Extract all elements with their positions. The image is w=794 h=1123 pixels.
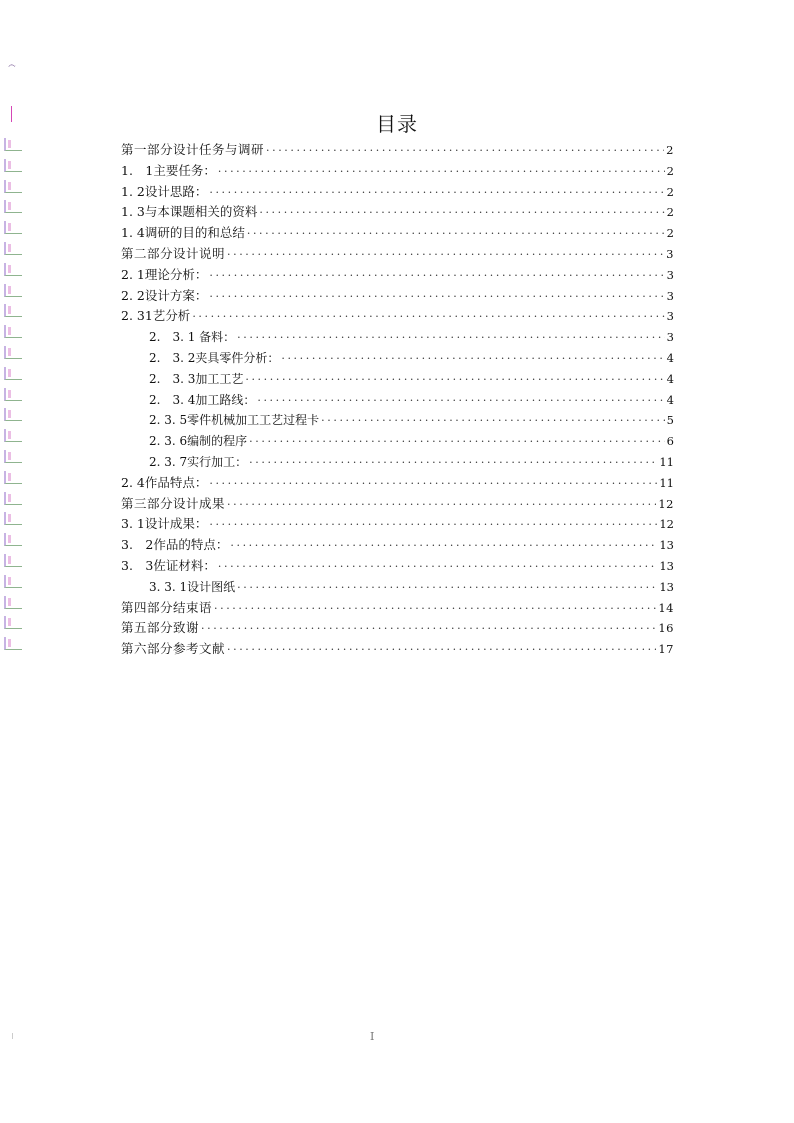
toc-entry-text: 1. 1主要任务： bbox=[121, 162, 216, 178]
toc-entry-page: 12 bbox=[659, 517, 674, 532]
toc-entry-page: 3 bbox=[666, 330, 674, 345]
toc-entry-text: 2. 31艺分析 bbox=[121, 308, 191, 324]
toc-entry-text: 2. 3. 7实行加工： bbox=[149, 454, 248, 469]
gutter-mark-icon bbox=[4, 200, 22, 213]
toc-entry-text: 2. 4作品特点： bbox=[121, 474, 208, 490]
gutter-mark-icon bbox=[4, 346, 22, 359]
toc-entry-text: 3. 1设计成果： bbox=[121, 516, 208, 532]
toc-leader-dots bbox=[209, 266, 664, 287]
gutter-mark-icon bbox=[4, 221, 22, 234]
toc-entry-text: 第六部分参考文献 bbox=[121, 641, 226, 657]
toc-leader-dots bbox=[247, 224, 665, 245]
toc-entry[interactable] bbox=[121, 140, 674, 161]
toc-entry-page: 3 bbox=[666, 309, 674, 324]
toc-entry-page: 11 bbox=[659, 475, 674, 490]
gutter-mark-icon bbox=[4, 325, 22, 338]
toc-entry-text: 3. 3佐证材料： bbox=[121, 557, 216, 573]
toc-entry[interactable] bbox=[121, 244, 674, 265]
toc-entry[interactable] bbox=[121, 577, 674, 598]
gutter-mark-icon bbox=[4, 263, 22, 276]
footer-page-number: I bbox=[370, 1030, 375, 1043]
gutter-mark-icon bbox=[4, 367, 22, 380]
toc-entry[interactable] bbox=[121, 618, 674, 639]
toc-leader-dots bbox=[218, 557, 657, 578]
corner-mark-icon: ෴ bbox=[8, 60, 16, 69]
gutter-mark-icon bbox=[4, 596, 22, 609]
toc-entry[interactable] bbox=[121, 265, 674, 286]
toc-leader-dots bbox=[245, 370, 664, 391]
toc-entry-page: 3 bbox=[666, 267, 674, 282]
toc-entry[interactable] bbox=[121, 327, 674, 348]
toc-leader-dots bbox=[227, 640, 656, 661]
toc-entry-text: 第三部分设计成果 bbox=[121, 495, 226, 511]
gutter-mark-icon bbox=[4, 512, 22, 525]
toc-entry-page: 12 bbox=[658, 496, 674, 511]
toc-entry[interactable] bbox=[121, 223, 674, 244]
toc-entry-text: 2. 3. 3加工工艺 bbox=[149, 371, 244, 386]
toc-entry-page: 11 bbox=[659, 454, 674, 469]
toc-leader-dots bbox=[321, 411, 665, 432]
toc-entry-page: 2 bbox=[666, 184, 674, 199]
gutter-mark-icon bbox=[4, 471, 22, 484]
toc-leader-dots bbox=[249, 432, 665, 453]
toc-entry-page: 6 bbox=[666, 434, 674, 449]
toc-entry[interactable] bbox=[121, 473, 674, 494]
toc-entry-text: 3. 3. 1设计图纸 bbox=[149, 579, 236, 594]
toc-entry-page: 4 bbox=[666, 392, 674, 407]
toc-entry-text: 2. 2设计方案： bbox=[121, 287, 208, 303]
gutter-mark-icon bbox=[4, 284, 22, 297]
toc-leader-dots bbox=[227, 245, 664, 266]
toc-leader-dots bbox=[237, 328, 665, 349]
gutter-mark-icon bbox=[4, 408, 22, 421]
toc-leader-dots bbox=[230, 536, 657, 557]
toc-entry-page: 5 bbox=[666, 413, 674, 428]
toc-entry[interactable] bbox=[121, 369, 674, 390]
toc-entry[interactable] bbox=[121, 410, 674, 431]
toc-entry[interactable] bbox=[121, 556, 674, 577]
gutter-mark-icon bbox=[4, 429, 22, 442]
toc-entry[interactable] bbox=[121, 286, 674, 307]
toc-leader-dots bbox=[209, 474, 657, 495]
gutter-mark-icon bbox=[4, 637, 22, 650]
toc-entry[interactable] bbox=[121, 161, 674, 182]
toc-entry-page: 2 bbox=[666, 205, 674, 220]
toc-leader-dots bbox=[218, 162, 665, 183]
toc-entry-page: 3 bbox=[666, 246, 674, 261]
toc-entry-page: 13 bbox=[659, 538, 674, 553]
gutter-mark-icon bbox=[4, 616, 22, 629]
toc-leader-dots bbox=[257, 391, 664, 412]
gutter-mark-icon bbox=[4, 180, 22, 193]
toc-leader-dots bbox=[249, 453, 657, 474]
toc-entry-page: 16 bbox=[658, 621, 674, 636]
toc-leader-dots bbox=[209, 183, 664, 204]
toc-entry[interactable] bbox=[121, 306, 674, 327]
toc-entry-text: 第五部分致谢 bbox=[121, 620, 200, 636]
toc-entry-text: 第二部分设计说明 bbox=[121, 245, 226, 261]
toc-entry[interactable] bbox=[121, 182, 674, 203]
toc-entry-text: 1. 2设计思路： bbox=[121, 183, 208, 199]
toc-entry-page: 2 bbox=[666, 143, 674, 157]
toc-entry-page: 4 bbox=[666, 371, 674, 386]
toc-entry-text: 1. 4调研的目的和总结 bbox=[121, 225, 245, 241]
toc-entry-page: 2 bbox=[666, 226, 674, 241]
toc-entry-page: 2 bbox=[666, 163, 674, 178]
toc-leader-dots bbox=[201, 619, 656, 640]
toc-entry-page: 4 bbox=[666, 350, 674, 365]
toc-leader-dots bbox=[214, 599, 656, 620]
toc-entry[interactable] bbox=[121, 431, 674, 452]
toc-entry-page: 13 bbox=[659, 558, 674, 573]
toc-entry[interactable] bbox=[121, 452, 674, 473]
gutter-mark-icon bbox=[4, 242, 22, 255]
toc-title: 目录 bbox=[376, 112, 418, 136]
gutter-mark-icon bbox=[4, 492, 22, 505]
toc-leader-dots bbox=[237, 578, 657, 599]
toc-leader-dots bbox=[227, 495, 656, 516]
gutter-mark-icon bbox=[4, 138, 22, 151]
footer-tick bbox=[12, 1033, 13, 1039]
toc-leader-dots bbox=[281, 349, 664, 370]
gutter-mark-icon bbox=[4, 533, 22, 546]
gutter-mark-icon bbox=[4, 575, 22, 588]
gutter-mark-icon bbox=[4, 450, 22, 463]
toc-entry-page: 3 bbox=[666, 288, 674, 303]
toc-entry[interactable] bbox=[121, 202, 674, 223]
toc-entry-text: 2. 3. 1 备料： bbox=[149, 330, 236, 345]
toc-entry[interactable] bbox=[121, 639, 674, 660]
gutter-mark-icon bbox=[4, 304, 22, 317]
gutter-mark-icon bbox=[4, 554, 22, 567]
toc-entry-page: 13 bbox=[659, 579, 674, 594]
toc-entry-page: 14 bbox=[658, 600, 674, 615]
toc-entry-text: 2. 3. 4加工路线： bbox=[149, 392, 256, 407]
toc-leader-dots bbox=[192, 307, 664, 328]
toc-entry-text: 2. 1理论分析： bbox=[121, 266, 208, 282]
toc-entry-text: 1. 3与本课题相关的资料 bbox=[121, 204, 258, 220]
table-of-contents bbox=[121, 140, 674, 660]
toc-entry[interactable] bbox=[121, 348, 674, 369]
toc-entry[interactable] bbox=[121, 494, 674, 515]
toc-leader-dots bbox=[259, 203, 664, 224]
toc-entry-text: 2. 3. 6编制的程序 bbox=[149, 434, 248, 449]
toc-entry-text: 3. 2作品的特点： bbox=[121, 537, 229, 553]
toc-entry-text: 第一部分设计任务与调研 bbox=[121, 142, 265, 157]
toc-entry-text: 2. 3. 5零件机械加工工艺过程卡 bbox=[149, 413, 320, 428]
toc-entry[interactable] bbox=[121, 598, 674, 619]
toc-entry-text: 第四部分结束语 bbox=[121, 599, 213, 615]
toc-entry[interactable] bbox=[121, 535, 674, 556]
toc-leader-dots bbox=[209, 515, 657, 536]
toc-entry[interactable] bbox=[121, 514, 674, 535]
toc-leader-dots bbox=[266, 141, 664, 162]
toc-entry-page: 17 bbox=[658, 642, 674, 657]
gutter-mark-icon bbox=[4, 388, 22, 401]
toc-entry[interactable] bbox=[121, 390, 674, 411]
gutter-mark-icon bbox=[4, 159, 22, 172]
toc-leader-dots bbox=[209, 287, 664, 308]
toc-entry-text: 2. 3. 2夹具零件分析： bbox=[149, 350, 280, 365]
